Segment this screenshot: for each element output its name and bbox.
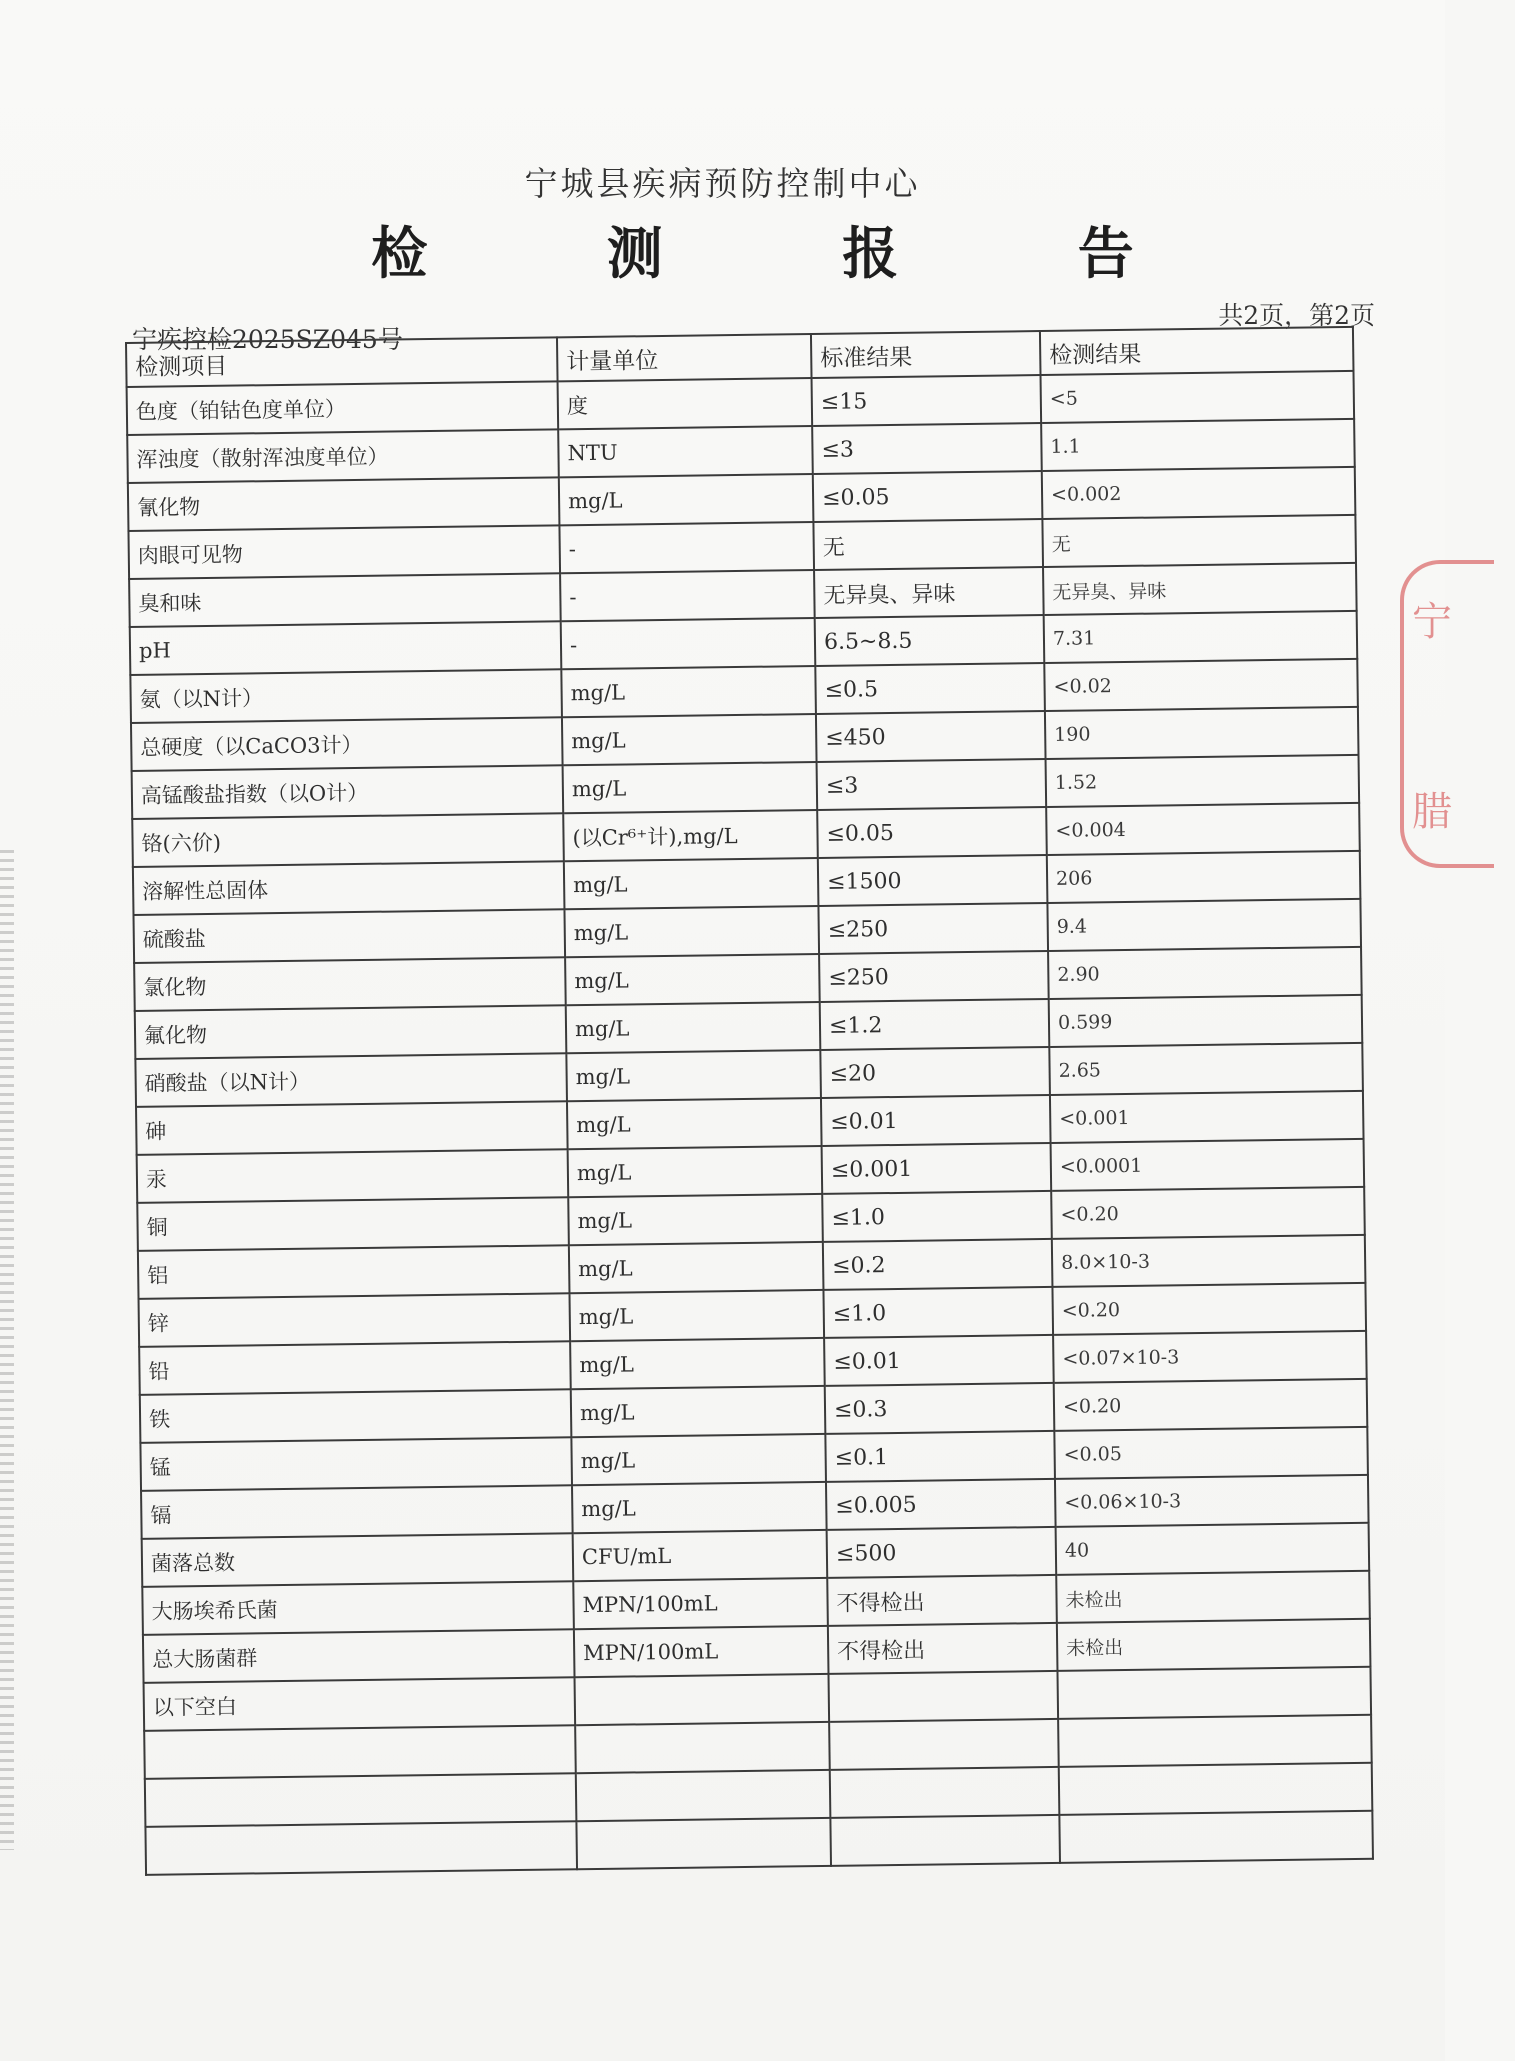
cell-standard: ≤0.001 [822,1143,1052,1194]
page-info: 共2页，第2页 [1218,301,1375,330]
cell-result: <0.07×10-3 [1053,1331,1367,1383]
cell-standard: 不得检出 [827,1575,1057,1626]
cell-unit: mg/L [566,1050,821,1101]
cell-result [1059,1763,1373,1815]
header-unit: 计量单位 [557,334,812,381]
cell-standard: ≤1.0 [822,1191,1052,1242]
cell-unit: - [561,618,816,669]
cell-result: 7.31 [1044,611,1358,663]
cell-item: 臭和味 [129,573,561,627]
cell-result: 无异臭、异味 [1043,563,1357,615]
header-item: 检测项目 [126,337,558,387]
cell-item: 汞 [137,1149,569,1203]
cell-standard: ≤0.01 [821,1095,1051,1146]
table-body [127,371,1373,1875]
cell-item: 铜 [137,1197,569,1251]
cell-result: <0.06×10-3 [1055,1475,1369,1527]
cell-item: 铁 [140,1389,572,1443]
cell-standard: ≤3 [812,423,1042,474]
report-title: 检 测 报 告 [371,221,1214,287]
cell-item: 铬(六价) [132,813,564,867]
cell-result: 无 [1042,515,1356,567]
cell-unit: mg/L [567,1098,822,1149]
cell-standard: ≤250 [819,951,1049,1002]
cell-unit: mg/L [565,954,820,1005]
cell-unit: mg/L [569,1290,824,1341]
cell-result [1058,1715,1372,1767]
cell-standard: 不得检出 [828,1623,1058,1674]
cell-result: <0.20 [1054,1379,1368,1431]
seal-mark: 腊 [1412,789,1452,835]
cell-unit: 度 [558,378,813,429]
cell-unit: CFU/mL [573,1530,828,1581]
cell-result: 2.65 [1049,1043,1363,1095]
cell-result: <0.002 [1042,467,1356,519]
scan-edge-artifact [0,850,14,1850]
cell-unit: mg/L [568,1146,823,1197]
cell-item: 锌 [139,1293,571,1347]
cell-unit: mg/L [563,762,818,813]
cell-unit: - [560,570,815,621]
cell-item: 氟化物 [135,1005,567,1059]
cell-standard: 无 [813,519,1043,570]
cell-unit: NTU [558,426,813,477]
cell-unit [576,1818,831,1869]
cell-standard: ≤500 [827,1527,1057,1578]
cell-item: 色度（铂钴色度单位） [127,381,559,435]
cell-result: 206 [1047,851,1361,903]
cell-result: 未检出 [1057,1619,1371,1671]
cell-result: 9.4 [1047,899,1361,951]
cell-item: 浑浊度（散射浑浊度单位） [127,429,559,483]
cell-result: <5 [1041,371,1355,423]
cell-unit [575,1722,830,1773]
cell-standard: ≤15 [812,375,1042,426]
cell-standard: ≤0.3 [825,1383,1055,1434]
cell-item: 以下空白 [144,1677,576,1731]
header-result: 检测结果 [1040,327,1354,375]
cell-item: 总硬度（以CaCO3计） [131,717,563,771]
cell-standard: ≤0.05 [817,807,1047,858]
cell-result: 190 [1045,707,1359,759]
cell-unit [576,1770,831,1821]
cell-unit: mg/L [564,906,819,957]
cell-unit: mg/L [562,714,817,765]
cell-unit: (以Cr⁶⁺计),mg/L [563,810,818,861]
cell-standard: ≤1.2 [820,999,1050,1050]
organization-name: 宁城县疾病预防控制中心 [524,164,921,203]
cell-item: 肉眼可见物 [128,525,560,579]
cell-standard: ≤0.1 [825,1431,1055,1482]
cell-result: <0.001 [1050,1091,1364,1143]
cell-standard [830,1767,1060,1818]
cell-unit: mg/L [572,1482,827,1533]
cell-result: 0.599 [1049,995,1363,1047]
cell-item: 铅 [139,1341,571,1395]
cell-unit: mg/L [566,1002,821,1053]
cell-standard [830,1815,1060,1866]
cell-item: 总大肠菌群 [143,1629,575,1683]
cell-standard [828,1671,1058,1722]
cell-result: 8.0×10-3 [1052,1235,1366,1287]
cell-standard: ≤0.5 [815,663,1045,714]
cell-item: 砷 [136,1101,568,1155]
cell-standard: ≤250 [818,903,1048,954]
cell-unit: MPN/100mL [573,1578,828,1629]
cell-item [144,1725,576,1779]
cell-result: <0.004 [1046,803,1360,855]
cell-item: 镉 [141,1485,573,1539]
header-standard: 标准结果 [811,331,1041,378]
cell-result: <0.20 [1051,1187,1365,1239]
cell-unit: mg/L [570,1338,825,1389]
cell-standard: ≤20 [820,1047,1050,1098]
cell-unit: mg/L [571,1434,826,1485]
cell-standard: ≤3 [817,759,1047,810]
cell-result: 40 [1056,1523,1370,1575]
cell-standard: ≤0.005 [826,1479,1056,1530]
seal-mark: 宁 [1412,599,1452,645]
cell-item: 菌落总数 [142,1533,574,1587]
cell-unit: mg/L [561,666,816,717]
cell-item: pH [130,621,562,675]
cell-unit [575,1674,830,1725]
cell-item: 高锰酸盐指数（以O计） [132,765,564,819]
cell-item: 锰 [140,1437,572,1491]
cell-standard: ≤1.0 [823,1287,1053,1338]
cell-item: 氰化物 [128,477,560,531]
cell-standard: ≤0.05 [813,471,1043,522]
cell-standard: 无异臭、异味 [814,567,1044,618]
cell-item: 铝 [138,1245,570,1299]
report-number: 宁疾控检2025SZ045号 [132,325,403,354]
cell-item [145,1773,577,1827]
cell-result: <0.0001 [1051,1139,1365,1191]
cell-result: 1.1 [1041,419,1355,471]
cell-unit: mg/L [564,858,819,909]
cell-standard: 6.5~8.5 [815,615,1045,666]
cell-unit: - [559,522,814,573]
cell-item: 氯化物 [134,957,566,1011]
cell-standard: ≤1500 [818,855,1048,906]
cell-standard: ≤0.01 [824,1335,1054,1386]
cell-unit: mg/L [569,1242,824,1293]
cell-result: <0.20 [1052,1283,1366,1335]
cell-unit: mg/L [571,1386,826,1437]
cell-unit: MPN/100mL [574,1626,829,1677]
test-result-table [125,326,1374,1876]
cell-result: 2.90 [1048,947,1362,999]
cell-item: 硫酸盐 [134,909,566,963]
cell-standard: ≤0.2 [823,1239,1053,1290]
cell-result: <0.05 [1054,1427,1368,1479]
cell-item: 大肠埃希氏菌 [142,1581,574,1635]
cell-item [145,1821,577,1875]
cell-standard [829,1719,1059,1770]
cell-standard: ≤450 [816,711,1046,762]
cell-result [1057,1667,1371,1719]
cell-item: 溶解性总固体 [133,861,565,915]
cell-unit: mg/L [568,1194,823,1245]
cell-item: 硝酸盐（以N计） [135,1053,567,1107]
cell-result: <0.02 [1044,659,1358,711]
cell-result: 未检出 [1056,1571,1370,1623]
cell-item: 氨（以N计） [130,669,562,723]
cell-unit: mg/L [559,474,814,525]
cell-result [1059,1811,1373,1863]
cell-result: 1.52 [1046,755,1360,807]
